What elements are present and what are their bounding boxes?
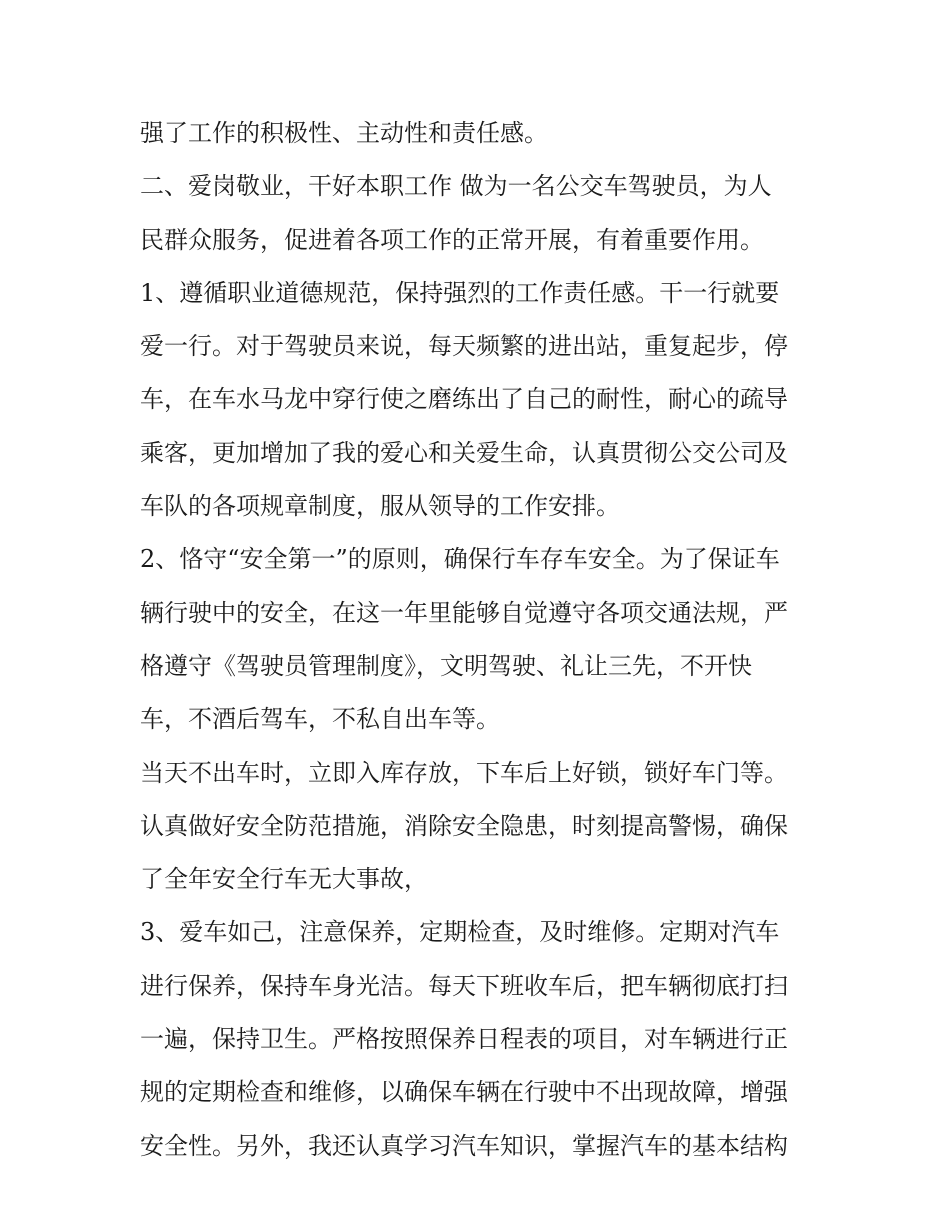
- text-line-9: 2、恪守“安全第一”的原则，确保行车存车安全。为了保证车: [140, 545, 780, 574]
- text-line-13: 当天不出车时，立即入库存放，下车后上好锁，锁好车门等。: [140, 758, 788, 787]
- text-line-15: 了全年安全行车无大事故，: [140, 865, 428, 894]
- text-line-14: 认真做好安全防范措施，消除安全隐患，时刻提高警惕，确保: [140, 811, 788, 840]
- text-line-2: 二、爱岗敬业，干好本职工作 做为一名公交车驾驶员，为人: [140, 172, 772, 201]
- text-line-6: 车，在车水马龙中穿行使之磨练出了自己的耐性，耐心的疏导: [140, 385, 788, 414]
- text-line-12: 车，不酒后驾车，不私自出车等。: [140, 705, 500, 734]
- document-text-body: [140, 107, 820, 1173]
- text-line-10: 辆行驶中的安全，在这一年里能够自觉遵守各项交通法规，严: [140, 598, 788, 627]
- text-line-16: 3、爱车如己，注意保养，定期检查，及时维修。定期对汽车: [140, 918, 780, 947]
- text-line-20: 安全性。另外，我还认真学习汽车知识，掌握汽车的基本结构: [140, 1131, 788, 1160]
- text-line-11: 格遵守《驾驶员管理制度》，文明驾驶、礼让三先，不开快: [140, 651, 752, 680]
- text-line-17: 进行保养，保持车身光洁。每天下班收车后，把车辆彻底打扫: [140, 971, 788, 1000]
- text-line-5: 爱一行。对于驾驶员来说，每天频繁的进出站，重复起步，停: [140, 332, 788, 361]
- text-line-4: 1、遵循职业道德规范，保持强烈的工作责任感。干一行就要: [140, 278, 780, 307]
- text-line-18: 一遍，保持卫生。严格按照保养日程表的项目，对车辆进行正: [140, 1025, 788, 1054]
- text-line-19: 规的定期检查和维修，以确保车辆在行驶中不出现故障，增强: [140, 1078, 788, 1107]
- text-line-1: 强了工作的积极性、主动性和责任感。: [140, 119, 548, 147]
- text-line-7: 乘客，更加增加了我的爱心和关爱生命，认真贯彻公交公司及: [140, 438, 788, 467]
- text-line-8: 车队的各项规章制度，服从领导的工作安排。: [140, 492, 620, 521]
- text-line-3: 民群众服务，促进着各项工作的正常开展，有着重要作用。: [140, 225, 764, 254]
